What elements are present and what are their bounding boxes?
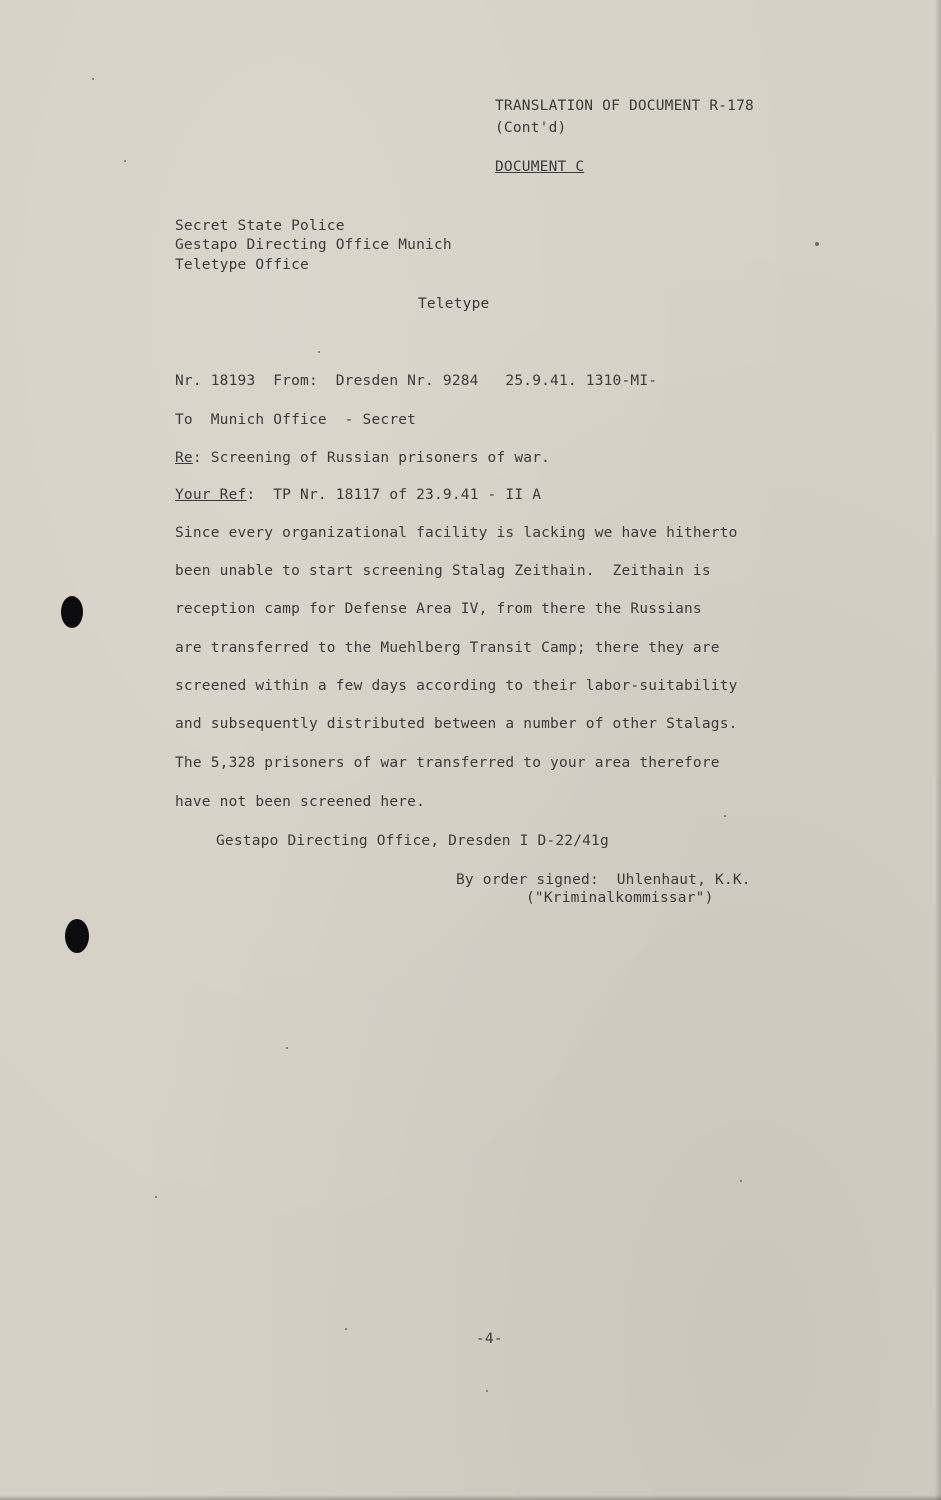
body-line: have not been screened here. <box>175 794 426 810</box>
re-label: Re <box>175 450 193 466</box>
reference-line <box>175 486 541 504</box>
body-line: Since every organizational facility is lacking we have hitherto <box>175 525 738 541</box>
body-line: and subsequently distributed between a number of other Stalags. <box>175 716 738 732</box>
body-line: reception camp for Defense Area IV, from there the Russians <box>175 601 702 617</box>
to-line: To Munich Office - Secret <box>175 412 417 428</box>
punch-hole-top <box>61 596 83 628</box>
signature-line: By order signed: Uhlenhaut, K.K. <box>456 872 751 888</box>
sender-line-2: Gestapo Directing Office Munich <box>175 237 452 253</box>
message-number-line: Nr. 18193 From: Dresden Nr. 9284 25.9.41. 1310-MI- <box>175 373 658 389</box>
office-line: Gestapo Directing Office, Dresden I D-22/41g <box>216 833 609 849</box>
teletype-heading: Teletype <box>418 296 490 312</box>
sender-line-3: Teletype Office <box>175 257 309 273</box>
body-line: are transferred to the Muehlberg Transit Camp; there they are <box>175 640 720 656</box>
paper-speck <box>815 242 819 246</box>
ref-label: Your Ref <box>175 487 247 503</box>
re-line <box>175 449 550 467</box>
document-label: DOCUMENT C <box>495 159 585 175</box>
paper-speck <box>318 351 320 353</box>
page-edge-shadow <box>0 1495 941 1500</box>
sender-line-1: Secret State Police <box>175 218 345 234</box>
paper-speck <box>345 1328 347 1330</box>
body-line: screened within a few days according to their labor-suitability <box>175 678 738 694</box>
signatory-title: ("Kriminalkommissar") <box>526 890 714 906</box>
page-number: -4- <box>476 1331 503 1347</box>
re-text: : Screening of Russian prisoners of war. <box>192 450 551 466</box>
body-line: The 5,328 prisoners of war transferred to your area therefore <box>175 755 720 771</box>
continued-note: (Cont'd) <box>495 120 567 136</box>
paper-speck <box>92 78 94 80</box>
punch-hole-bottom <box>65 919 89 953</box>
paper-speck <box>124 160 126 162</box>
body-line: been unable to start screening Stalag Zeithain. Zeithain is <box>175 563 711 579</box>
paper-speck <box>155 1196 157 1198</box>
paper-speck <box>486 1390 488 1392</box>
page-edge-shadow <box>935 0 941 1500</box>
paper-speck <box>724 815 726 817</box>
paper-speck <box>740 1180 742 1182</box>
translation-title: TRANSLATION OF DOCUMENT R-178 <box>495 98 754 114</box>
paper-speck <box>286 1047 288 1049</box>
ref-text: : TP Nr. 18117 of 23.9.41 - II A <box>246 487 542 503</box>
